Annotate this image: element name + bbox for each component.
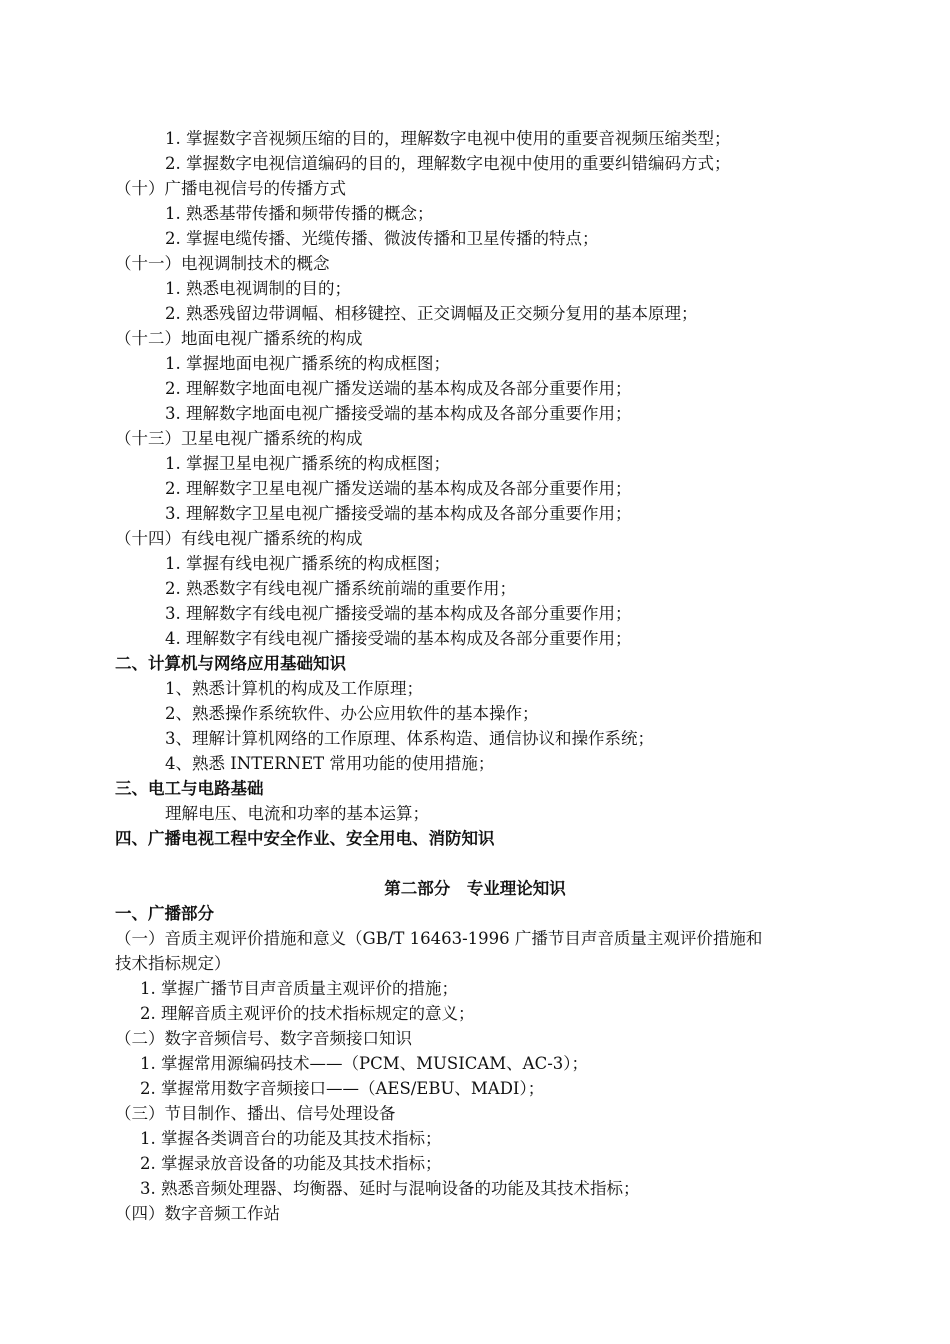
part-title: 第二部分 专业理论知识 [384, 879, 566, 898]
chapter-heading: 四、广播电视工程中安全作业、安全用电、消防知识 [115, 829, 495, 848]
section-heading: （二）数字音频信号、数字音频接口知识 [115, 1029, 412, 1048]
list-item: 2. 理解数字卫星电视广播发送端的基本构成及各部分重要作用； [165, 479, 632, 498]
section-heading-continued: 技术指标规定） [115, 954, 231, 973]
list-item: 理解电压、电流和功率的基本运算； [165, 804, 429, 823]
list-item: 2. 熟悉数字有线电视广播系统前端的重要作用； [165, 579, 516, 598]
list-item: 2. 掌握数字电视信道编码的目的，理解数字电视中使用的重要纠错编码方式； [165, 154, 731, 173]
list-item: 3. 理解数字有线电视广播接受端的基本构成及各部分重要作用； [165, 604, 632, 623]
section-heading: （一）音质主观评价措施和意义（GB/T 16463-1996 广播节目声音质量主观评价措施和 [115, 929, 763, 948]
list-item: 4. 理解数字有线电视广播接受端的基本构成及各部分重要作用； [165, 629, 632, 648]
list-item: 3. 熟悉音频处理器、均衡器、延时与混响设备的功能及其技术指标； [140, 1179, 640, 1198]
list-item: 2、熟悉操作系统软件、办公应用软件的基本操作； [165, 704, 539, 723]
section-heading: （四）数字音频工作站 [115, 1204, 280, 1223]
list-item: 2. 熟悉残留边带调幅、相移键控、正交调幅及正交频分复用的基本原理； [165, 304, 698, 323]
list-item: 1、熟悉计算机的构成及工作原理； [165, 679, 423, 698]
list-item: 1. 掌握有线电视广播系统的构成框图； [165, 554, 450, 573]
list-item: 3. 理解数字卫星电视广播接受端的基本构成及各部分重要作用； [165, 504, 632, 523]
list-item: 1. 熟悉电视调制的目的； [165, 279, 351, 298]
chapter-heading: 一、广播部分 [115, 904, 214, 923]
list-item: 4、熟悉 INTERNET 常用功能的使用措施； [165, 754, 495, 773]
section-heading: （三）节目制作、播出、信号处理设备 [115, 1104, 396, 1123]
list-item: 1. 掌握广播节目声音质量主观评价的措施； [140, 979, 458, 998]
list-item: 3. 理解数字地面电视广播接受端的基本构成及各部分重要作用； [165, 404, 632, 423]
list-item: 2. 掌握电缆传播、光缆传播、微波传播和卫星传播的特点； [165, 229, 599, 248]
list-item: 2. 掌握录放音设备的功能及其技术指标； [140, 1154, 442, 1173]
list-item: 2. 理解数字地面电视广播发送端的基本构成及各部分重要作用； [165, 379, 632, 398]
list-item: 1. 熟悉基带传播和频带传播的概念； [165, 204, 434, 223]
list-item: 3、理解计算机网络的工作原理、体系构造、通信协议和操作系统； [165, 729, 654, 748]
section-heading: （十一）电视调制技术的概念 [115, 254, 330, 273]
list-item: 2. 掌握常用数字音频接口——（AES/EBU、MADI）； [140, 1079, 545, 1098]
list-item: 1. 掌握地面电视广播系统的构成框图； [165, 354, 450, 373]
list-item: 1. 掌握数字音视频压缩的目的，理解数字电视中使用的重要音视频压缩类型； [165, 129, 731, 148]
list-item: 1. 掌握卫星电视广播系统的构成框图； [165, 454, 450, 473]
list-item: 1. 掌握常用源编码技术——（PCM、MUSICAM、AC-3）； [140, 1054, 589, 1073]
chapter-heading: 二、计算机与网络应用基础知识 [115, 654, 346, 673]
chapter-heading: 三、电工与电路基础 [115, 779, 264, 798]
section-heading: （十三）卫星电视广播系统的构成 [115, 429, 363, 448]
section-heading: （十二）地面电视广播系统的构成 [115, 329, 363, 348]
list-item: 2. 理解音质主观评价的技术指标规定的意义； [140, 1004, 475, 1023]
section-heading: （十）广播电视信号的传播方式 [115, 179, 346, 198]
section-heading: （十四）有线电视广播系统的构成 [115, 529, 363, 548]
list-item: 1. 掌握各类调音台的功能及其技术指标； [140, 1129, 442, 1148]
